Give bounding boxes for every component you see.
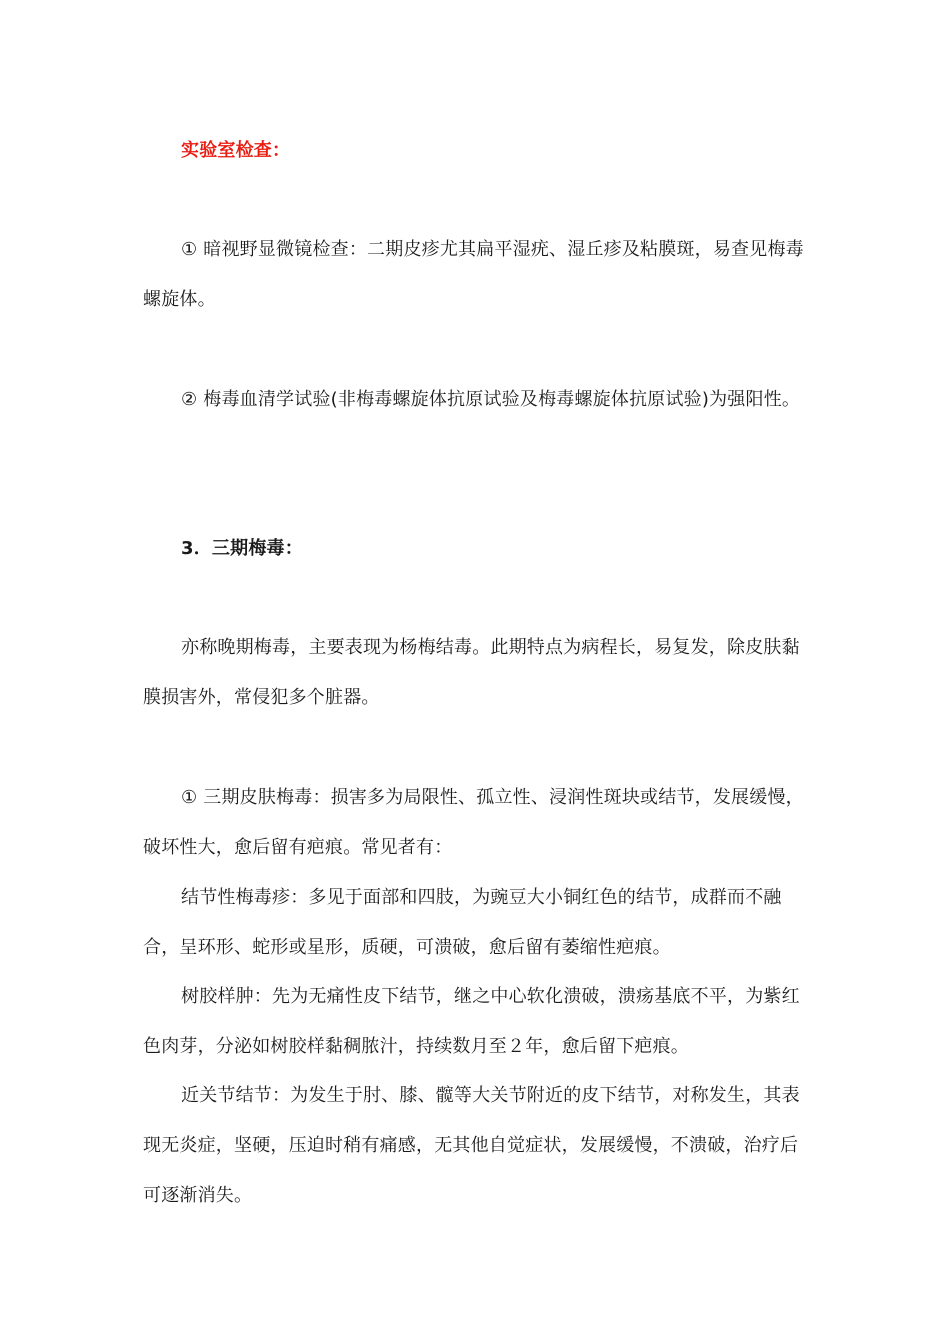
nodular-syphilid-paragraph: 结节性梅毒疹：多见于面部和四肢，为豌豆大小铜红色的结节，成群而不融合，呈环形、蛇形或星形，质硬，可溃破，愈后留有萎缩性疤痕。 [143,887,782,958]
tertiary-syphilis-heading: 3．三期梅毒： [181,538,303,559]
tertiary-syphilis-intro-paragraph: 亦称晚期梅毒，主要表现为杨梅结毒。此期特点为病程长，易复发，除皮肤黏膜损害外，常侵犯多个脏器。 [143,637,800,708]
serology-test-paragraph: ② 梅毒血清学试验(非梅毒螺旋体抗原试验及梅毒螺旋体抗原试验)为强阳性。 [181,389,801,410]
juxta-articular-nodule-paragraph: 近关节结节：为发生于肘、膝、髋等大关节附近的皮下结节，对称发生，其表现无炎症，坚硬，压迫时稍有痛感，无其他自觉症状，发展缓慢，不溃破，治疗后可逐渐消失。 [143,1085,800,1206]
tertiary-skin-syphilis-paragraph: ① 三期皮肤梅毒：损害多为局限性、孤立性、浸润性斑块或结节，发展缓慢，破坏性大，愈后留有疤痕。常见者有： [143,787,804,858]
gumma-paragraph: 树胶样肿：先为无痛性皮下结节，继之中心软化溃破，溃疡基底不平，为紫红色肉芽，分泌如树胶样黏稠脓汁，持续数月至２年，愈后留下疤痕。 [143,986,800,1057]
lab-exam-heading: 实验室检查： [181,140,291,161]
darkfield-microscopy-paragraph: ① 暗视野显微镜检查：二期皮疹尤其扁平湿疣、湿丘疹及粘膜斑，易查见梅毒螺旋体。 [143,239,804,310]
